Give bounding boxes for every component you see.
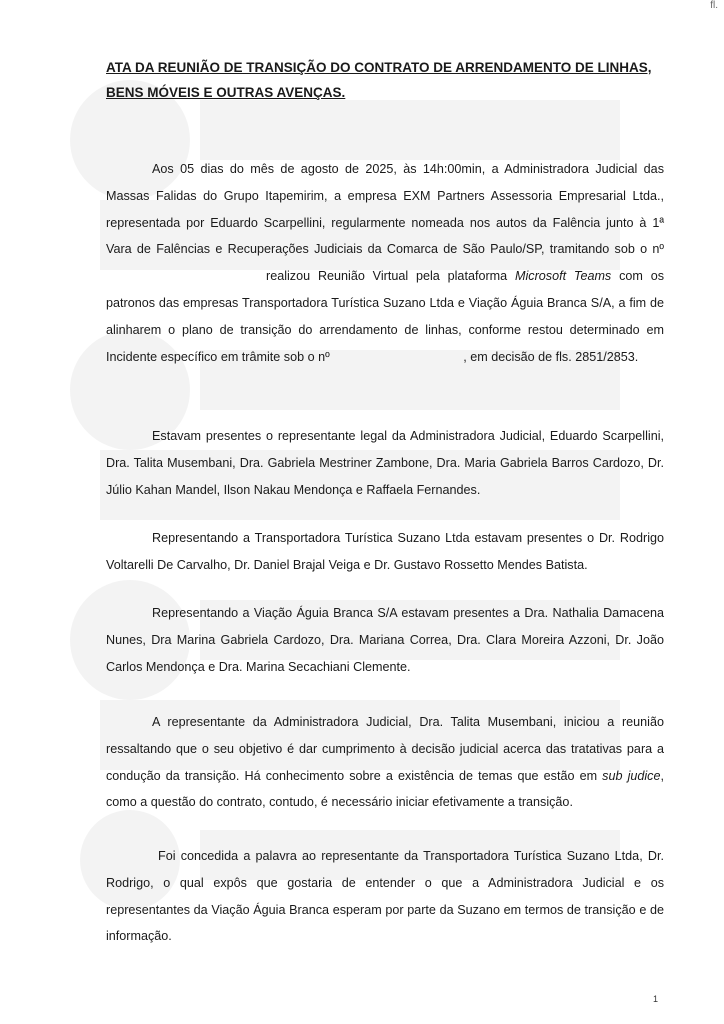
document-title: ATA DA REUNIÃO DE TRANSIÇÃO DO CONTRATO DE ARRENDAMENTO DE LINHAS, BENS MÓVEIS E OUTRAS AVENÇAS. [106,60,652,100]
corner-mark: fl. [710,0,718,11]
opening-text-b: realizou Reunião Virtual pela plataforma [266,269,515,284]
sub-judice-term: sub judice [602,768,661,783]
paragraph-suzano-statement [106,843,664,950]
paragraph-opening [106,156,664,370]
paragraph-attendees-administrator [106,423,664,503]
page-number: 1 [652,994,658,1004]
attendees-aguia-branca-text: Representando a Viação Águia Branca S/A estavam presentes a Dra. Nathalia Damacena Nunes, Dra Marina Gabriela Cardozo, Dra. Mariana Correa, Dra. Clara Moreira Azzoni, Dr. João Carlos Mendonça e Dra. Marina Secachiani Clemente. [106,606,664,674]
paragraph-meeting-opening [106,709,664,816]
meeting-opening-text-a: A representante da Administradora Judicial, Dra. Talita Musembani, iniciou a reunião ressaltando que o seu objetivo é dar cumprimento à decisão judicial acerca das tratativas para a condução da transição. Há conhecimento sobre a existência de temas que estão em [106,715,664,783]
paragraph-attendees-aguia-branca [106,600,664,680]
attendees-suzano-text: Representando a Transportadora Turística Suzano Ltda estavam presentes o Dr. Rodrigo Voltarelli De Carvalho, Dr. Daniel Brajal Veiga e Dr. Gustavo Rossetto Mendes Batista. [106,531,664,572]
suzano-statement-text: Foi concedida a palavra ao representante da Transportadora Turística Suzano Ltda, Dr. Rodrigo, o qual expôs que gostaria de entender o que a Administradora Judicial e os representantes da Viação Águia Branca esperam por parte da Suzano em termos de transição e de informação. [106,849,664,944]
opening-text-c: com os patronos das empresas Transportadora Turística Suzano Ltda e Viação Águia Branca S/A, a fim de alinharem o plano de transição do arrendamento de linhas, conforme restou determinado em Incidente específico em trâmite sob o nº [106,269,664,364]
opening-text-d: , em decisão de fls. 2851/2853. [463,349,639,364]
platform-name: Microsoft Teams [514,269,612,284]
attendees-administrator-text: Estavam presentes o representante legal da Administradora Judicial, Eduardo Scarpellini, Dra. Talita Musembani, Dra. Gabriela Mestriner Zambone, Dra. Maria Gabriela Barros Cardozo, Dr. Júlio Kahan Mandel, Ilson Nakau Mendonça e Raffaela Fernandes. [106,429,664,497]
paragraph-attendees-suzano [106,525,664,579]
meeting-opening-text-b: , como a questão do contrato, contudo, é necessário iniciar efetivamente a transição. [106,768,664,810]
opening-text-a: Aos 05 dias do mês de agosto de 2025, às 14h:00min, a Administradora Judicial das Massas Falidas do Grupo Itapemirim, a empresa EXM Partners Assessoria Empresarial Ltda., representada por Eduardo Scarpellini, regularmente nomeada nos autos da Falência junto à 1ª Vara de Falências e Recuperações Judiciais da Comarca de São Paulo/SP, tramitando sob o nº [106,162,664,257]
